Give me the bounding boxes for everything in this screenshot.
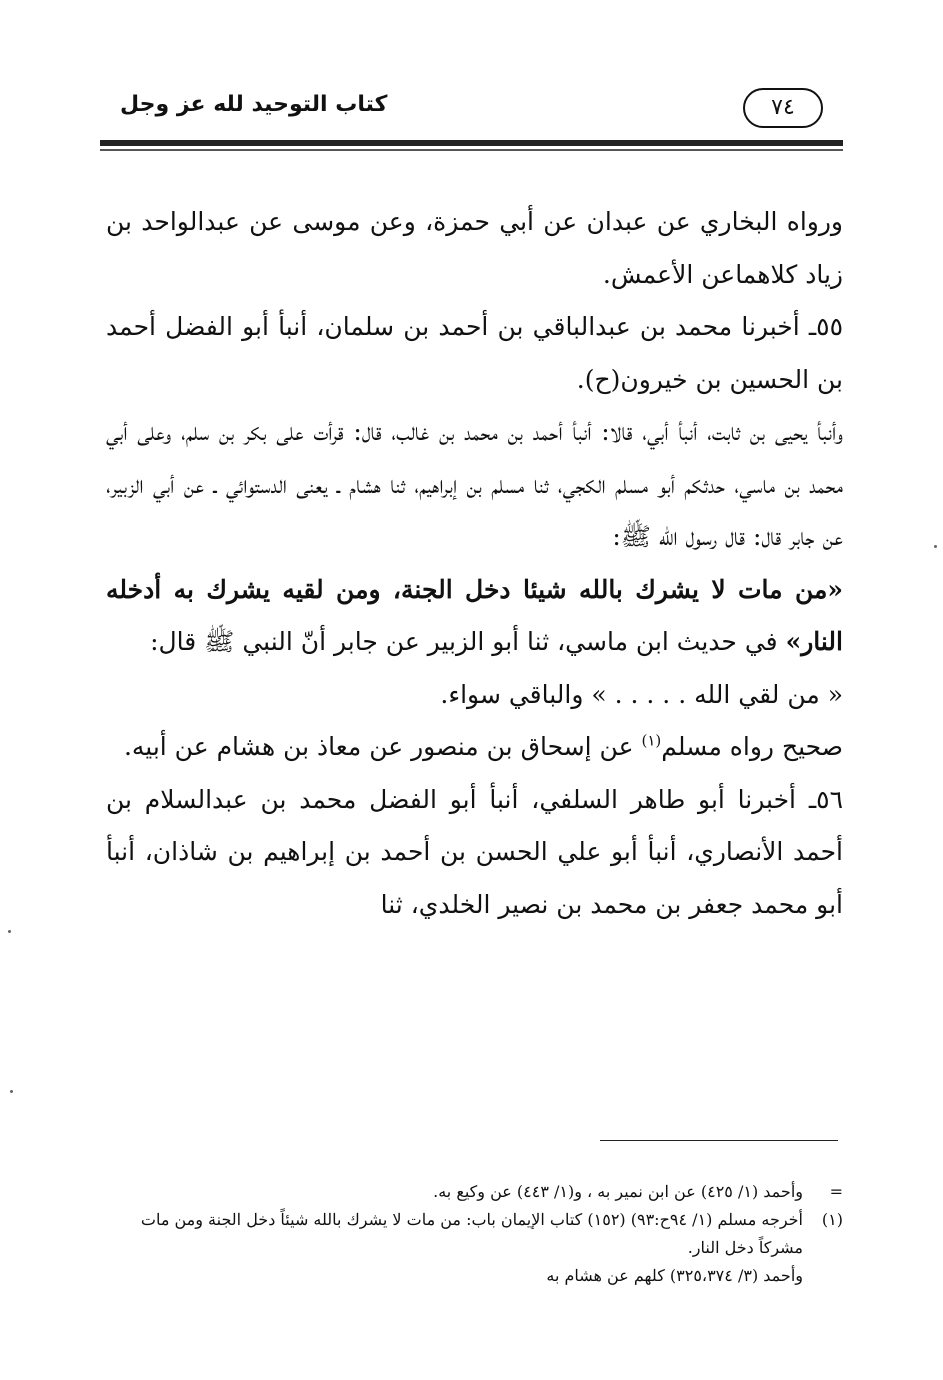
page-header: [100, 88, 843, 134]
paragraph-bukhari: [106, 196, 843, 301]
hadith-quote: «من مات لا يشرك بالله شيئا دخل الجنة، ومن لقيه يشرك به أدخله النار»: [106, 574, 843, 656]
continuation-mark: =: [829, 1182, 843, 1201]
footnote-text: وأحمد (١/ ٤٢٥) عن ابن نمير به ، و(١/ ٤٤٣) عن وكيع به.: [433, 1182, 803, 1201]
paragraph-text: في حديث ابن ماسي، ثنا أبو الزبير عن جابر أنّ النبي ﷺ قال:: [150, 627, 778, 656]
hadith-number: ٥٦ـ: [808, 784, 843, 814]
hadith-55-text: [106, 406, 843, 669]
footnote-1: [104, 1206, 843, 1262]
footnote-continuation: [104, 1178, 843, 1206]
footnote-text: أخرجه مسلم (١/ ٩٤ح:٩٣) (١٥٢) كتاب الإيمان باب: من مات لا يشرك بالله شيئاً دخل الجنة ومن مات مشركاً دخل النار.: [140, 1210, 803, 1257]
scan-speck: [10, 1090, 13, 1093]
scan-speck: [934, 545, 937, 548]
paragraph-text: عن إسحاق بن منصور عن معاذ بن هشام عن أبيه.: [123, 732, 634, 761]
paragraph-text: ورواه البخاري عن عبدان عن أبي حمزة، وعن موسى عن عبدالواحد بن زياد كلاهماعن الأعمش.: [106, 207, 843, 289]
footnote-text: وأحمد (٣/ ٣٢٥،٣٧٤) كلهم عن هشام به: [546, 1266, 803, 1285]
paragraph-text: أخبرنا أبو طاهر السلفي، أنبأ أبو الفضل محمد بن عبدالسلام بن أحمد الأنصاري، أنبأ أبو علي الحسن بن أحمد بن إبراهيم بن شاذان، أنبأ أبو محمد جعفر بن محمد بن نصير الخلدي، ثنا: [106, 784, 843, 919]
grading-note: [106, 721, 843, 774]
variant-note: [106, 669, 843, 722]
footnote-ref[interactable]: (١): [641, 731, 662, 750]
hadith-number: ٥٥ـ: [808, 312, 843, 341]
paragraph-text: صحيح رواه مسلم: [661, 732, 843, 761]
main-text: [106, 196, 843, 931]
header-rule-thin: [100, 149, 843, 151]
header-rule-thick: [100, 140, 843, 146]
book-title: كتاب التوحيد لله عز وجل: [120, 92, 388, 117]
scan-speck: [8, 930, 11, 933]
footnote-1-continued: [104, 1262, 843, 1290]
paragraph-text: « من لقي الله . . . . . » والباقي سواء.: [440, 679, 843, 709]
paragraph-text: أخبرنا محمد بن عبدالباقي بن أحمد بن سلمان، أنبأ أبو الفضل أحمد بن الحسين بن خيرون(ح).: [106, 312, 843, 394]
footnotes: [104, 1178, 843, 1290]
hadith-56-chain: [106, 774, 843, 932]
page-number: ٧٤: [743, 88, 823, 128]
footnote-number: (١): [821, 1210, 843, 1229]
footnote-separator: [600, 1140, 838, 1141]
hadith-55-chain: [106, 301, 843, 406]
paragraph-text: وأنبأ يحيى بن ثابت، أنبأ أبي، قالا: أنبأ أحمد بن محمد بن غالب، قال: قرأت على بكر بن سلم، وعلى أبي محمد بن ماسي، حدثكم أبو مسلم الكجي، ثنا مسلم بن إبراهيم، ثنا هشام ـ يعنى الدستوائي ـ عن أبي الزبير، عن جابر قال: قال رسول الله ﷺ:: [106, 417, 843, 551]
